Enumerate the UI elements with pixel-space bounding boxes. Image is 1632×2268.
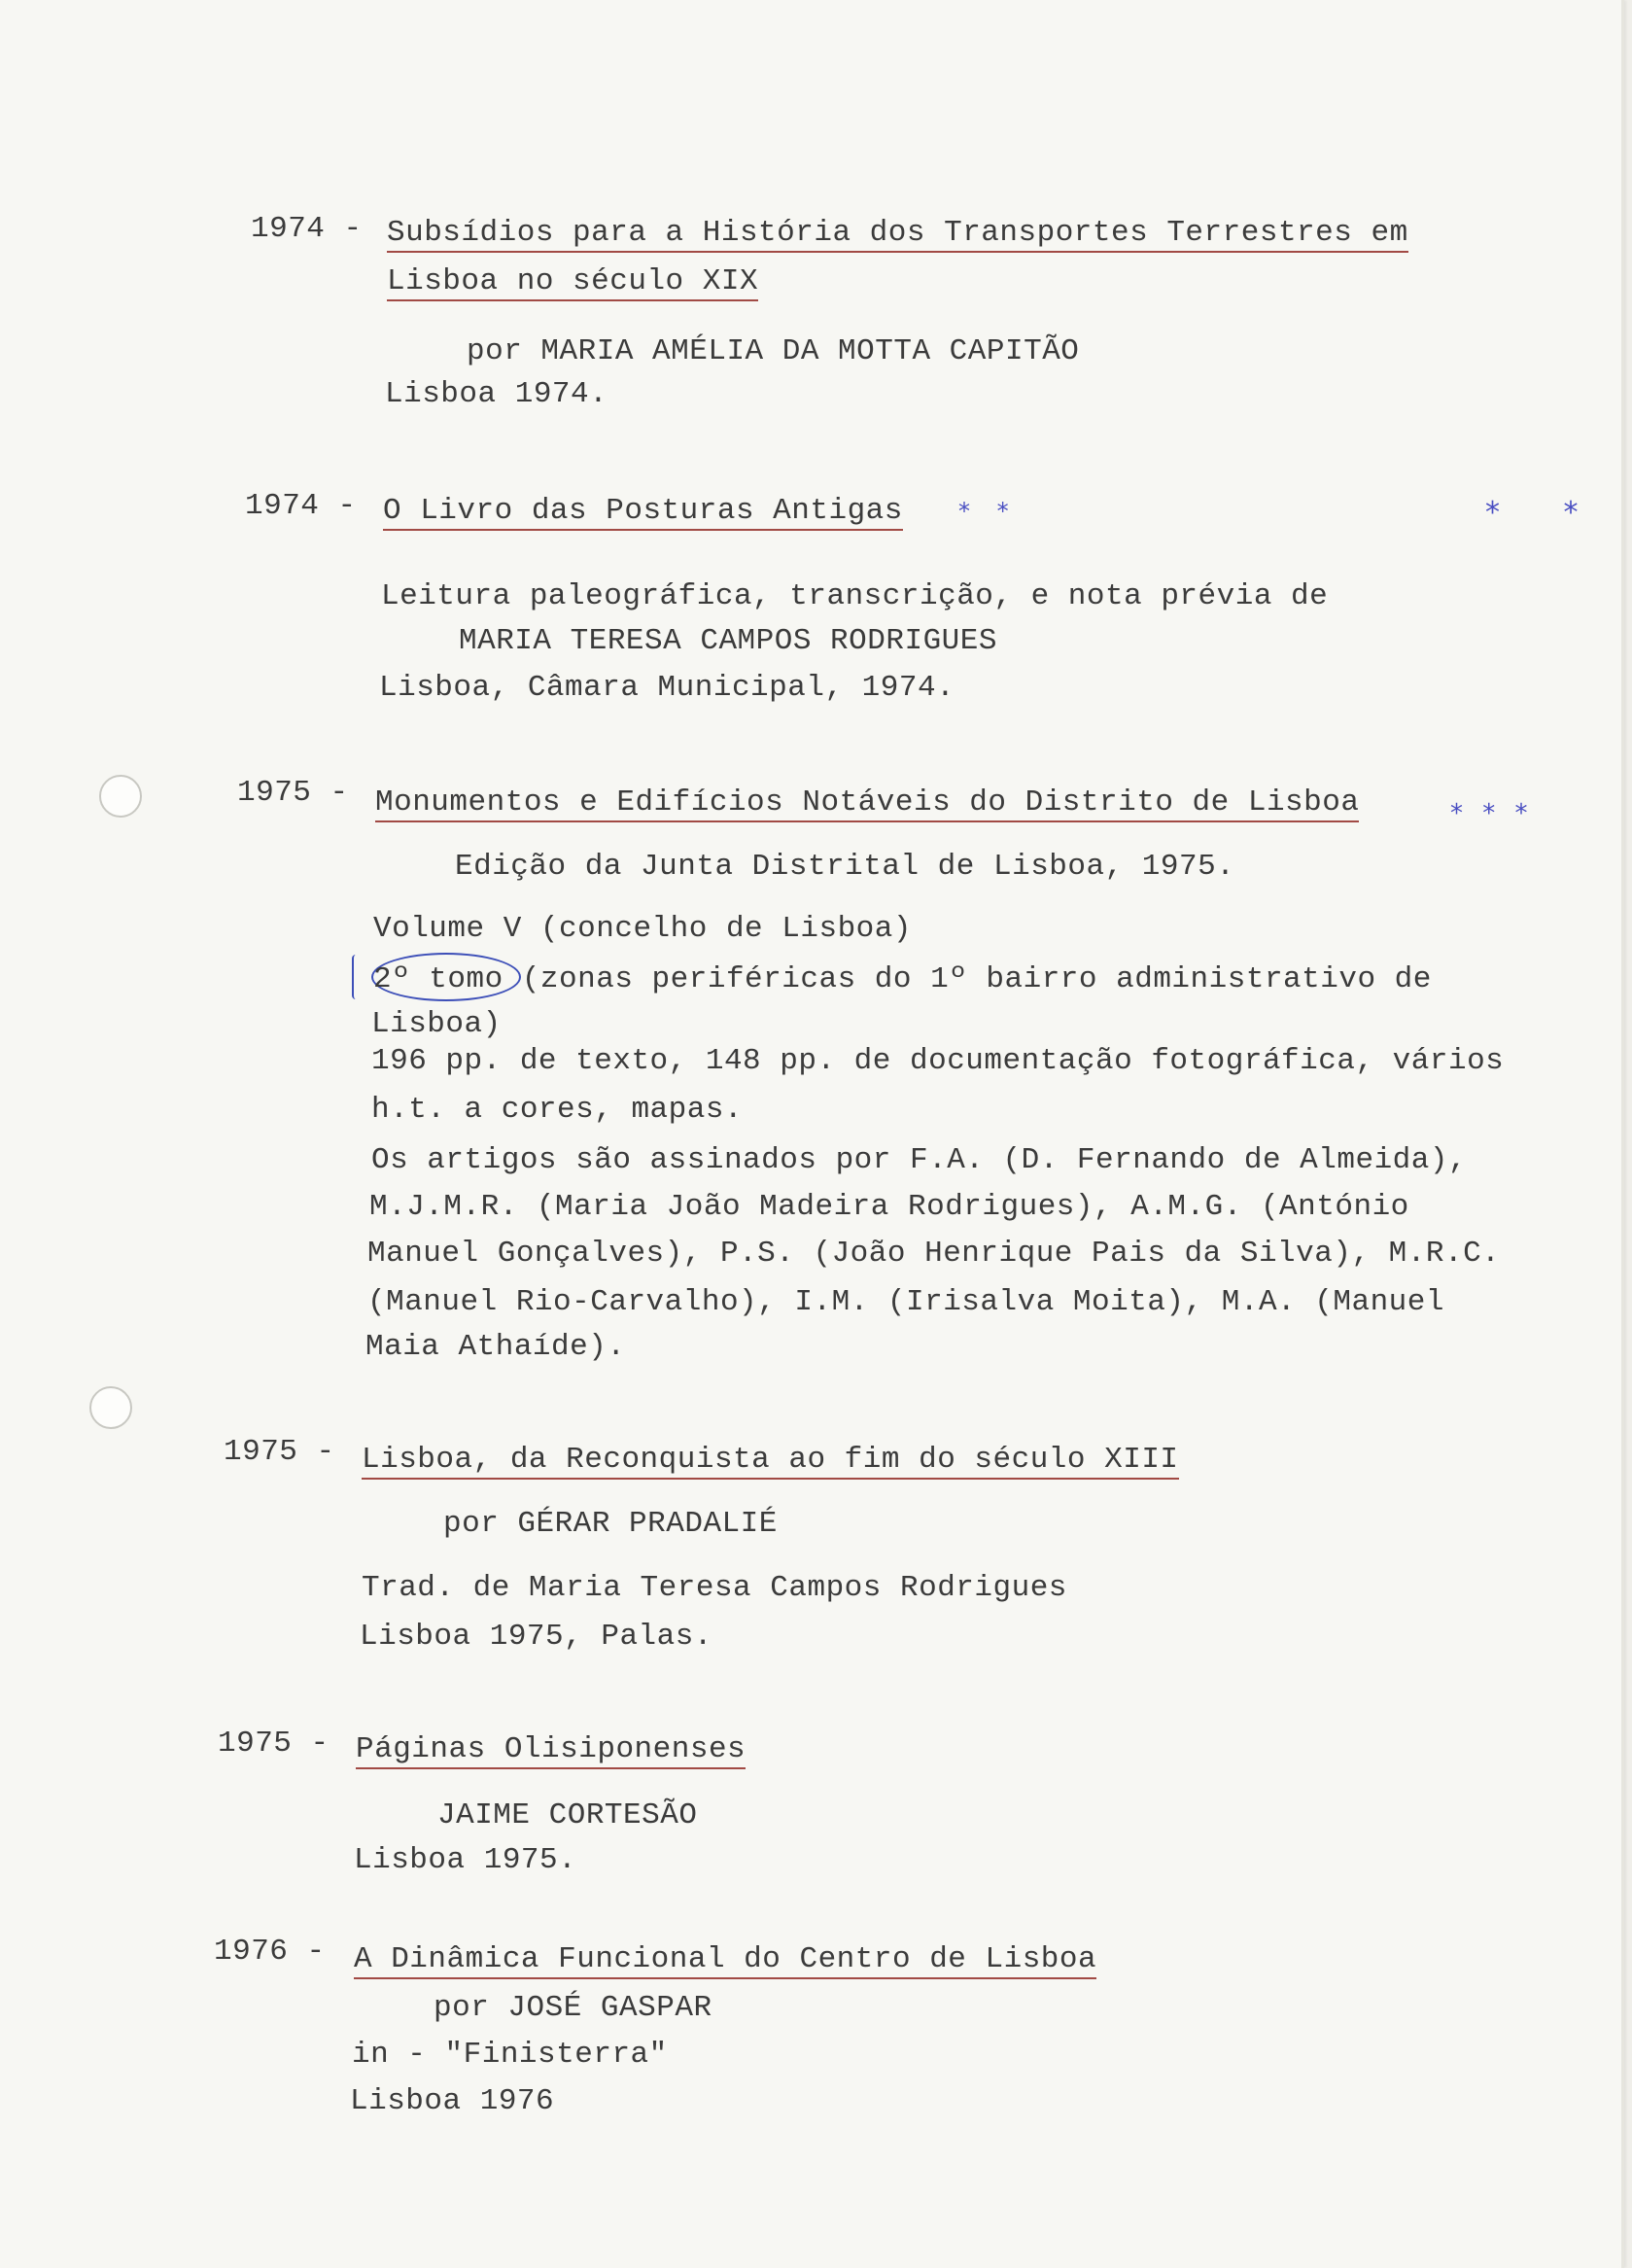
handwritten-mark: * * [958, 498, 1019, 525]
handwritten-mark-margin: * * [1485, 496, 1606, 530]
punch-hole-top [99, 775, 142, 818]
entry-author: por GÉRAR PRADALIÉ [443, 1507, 778, 1541]
entry-line: Lisboa 1975, Palas. [360, 1620, 712, 1654]
entry-line: (Manuel Rio-Carvalho), I.M. (Irisalva Moita), M.A. (Manuel [367, 1285, 1444, 1319]
entry-title: Lisboa, da Reconquista ao fim do século XIII [362, 1443, 1179, 1480]
entry-place-date: Lisboa 1974. [385, 377, 608, 411]
entry-line: M.J.M.R. (Maria João Madeira Rodrigues), A.M.G. (António [369, 1190, 1409, 1224]
entry-line: Manuel Gonçalves), P.S. (João Henrique Pais da Silva), M.R.C. [367, 1237, 1501, 1271]
entry-line: Trad. de Maria Teresa Campos Rodrigues [362, 1571, 1067, 1605]
entry-title: O Livro das Posturas Antigas [383, 494, 903, 531]
entry-line: MARIA TERESA CAMPOS RODRIGUES [459, 624, 997, 658]
entry-title: Subsídios para a História dos Transportes Terrestres em [387, 216, 1408, 253]
entry-title: Monumentos e Edifícios Notáveis do Distrito de Lisboa [375, 785, 1359, 822]
entry-line: h.t. a cores, mapas. [371, 1093, 744, 1127]
entry-line: 196 pp. de texto, 148 pp. de documentação fotográfica, vários [371, 1044, 1505, 1078]
entry-place-date: Lisboa 1975. [354, 1843, 577, 1877]
entry-line: in - "Finisterra" [352, 2038, 668, 2072]
entry-year: 1974 - [251, 212, 363, 246]
entry-place-date: Lisboa 1976 [350, 2084, 555, 2118]
entry-year: 1975 - [224, 1435, 335, 1469]
entry-line: Leitura paleográfica, transcrição, e nota prévia de [381, 579, 1329, 613]
entry-year: 1975 - [218, 1727, 330, 1761]
handwritten-mark: * * * [1450, 799, 1534, 828]
entry-author: JAIME CORTESÃO [437, 1798, 698, 1832]
entry-author: por JOSÉ GASPAR [434, 1991, 712, 2025]
entry-year: 1975 - [237, 776, 349, 810]
entry-line: Os artigos são assinados por F.A. (D. Fernando de Almeida), [371, 1143, 1468, 1177]
entry-line: 2º tomo (zonas periféricas do 1º bairro administrativo de [373, 962, 1432, 996]
entry-line: Volume V (concelho de Lisboa) [373, 912, 912, 946]
entry-line: Lisboa, Câmara Municipal, 1974. [379, 671, 955, 705]
entry-line: Edição da Junta Distrital de Lisboa, 1975. [455, 850, 1235, 884]
entry-line: Lisboa) [371, 1007, 502, 1041]
entry-title: A Dinâmica Funcional do Centro de Lisboa [354, 1942, 1096, 1979]
punch-hole-bottom [89, 1386, 132, 1429]
entry-line: Maia Athaíde). [365, 1330, 626, 1364]
entry-title-cont: Lisboa no século XIX [387, 264, 758, 301]
entry-year: 1976 - [214, 1935, 326, 1969]
handwritten-bracket [352, 955, 362, 999]
entry-year: 1974 - [245, 489, 357, 523]
entry-title: Páginas Olisiponenses [356, 1732, 746, 1769]
entry-author: por MARIA AMÉLIA DA MOTTA CAPITÃO [467, 334, 1080, 368]
